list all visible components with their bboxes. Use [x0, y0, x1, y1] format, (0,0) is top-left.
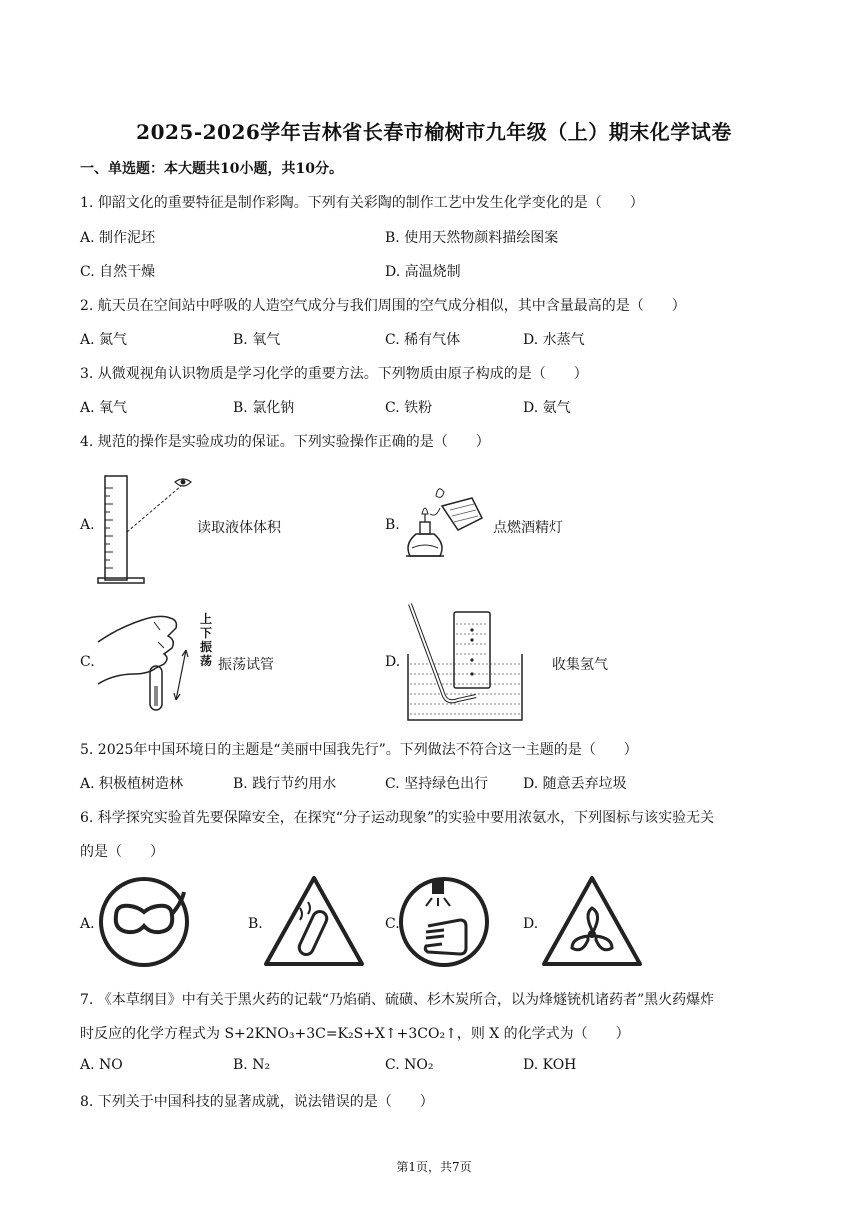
question-5-text: 5. 2025年中国环境日的主题是“美丽中国我先行”。下列做法不符合这一主题的是（ ） [80, 742, 638, 758]
q3-option-b[interactable]: B. 氯化钠 [233, 400, 295, 416]
q2-option-a[interactable]: A. 氮气 [80, 332, 128, 348]
q1-option-b[interactable]: B. 使用天然物颜料描绘图案 [385, 230, 559, 246]
question-8-text: 8. 下列关于中国科技的显著成就，说法错误的是（ ） [80, 1094, 434, 1110]
q1-option-c[interactable]: C. 自然干燥 [80, 264, 156, 280]
q6-option-c-letter[interactable]: C. [385, 916, 400, 932]
question-3-text: 3. 从微观视角认识物质是学习化学的重要方法。下列物质由原子构成的是（ ） [80, 366, 588, 382]
q6-option-b-letter[interactable]: B. [248, 916, 263, 932]
section-heading: 一、单选题：本大题共10小题，共10分。 [80, 161, 343, 177]
q2-option-b[interactable]: B. 氧气 [233, 332, 281, 348]
q1-option-d[interactable]: D. 高温烧制 [385, 264, 461, 280]
q5-option-d[interactable]: D. 随意丢弃垃圾 [523, 776, 627, 792]
hot-object-warning-icon [262, 874, 366, 968]
q7-option-a[interactable]: A. NO [80, 1057, 123, 1073]
question-4-text: 4. 规范的操作是实验成功的保证。下列实验操作正确的是（ ） [80, 434, 490, 450]
page-title: 2025-2026学年吉林省长春市榆树市九年级（上）期末化学试卷 [136, 120, 732, 144]
q5-option-a[interactable]: A. 积极植树造林 [80, 776, 184, 792]
q5-option-c[interactable]: C. 坚持绿色出行 [385, 776, 489, 792]
question-6-text-line2: 的是（ ） [80, 844, 164, 860]
gas-collection-icon [400, 600, 530, 724]
q6-option-a-letter[interactable]: A. [80, 916, 95, 932]
q4-option-a-caption: 读取液体体积 [197, 520, 281, 536]
q7-option-b[interactable]: B. N₂ [233, 1057, 271, 1073]
question-6-text-line1: 6. 科学探究实验首先要保障安全，在探究“分子运动现象”的实验中要用浓氨水，下列图标与该实验无关 [80, 810, 715, 826]
q4-option-d-caption: 收集氢气 [552, 657, 608, 673]
q3-option-c[interactable]: C. 铁粉 [385, 400, 433, 416]
q4-option-d-letter[interactable]: D. [385, 654, 401, 670]
wash-hands-icon [398, 876, 490, 968]
shake-direction-label: 上下振荡 [200, 612, 213, 668]
q7-option-c[interactable]: C. NO₂ [385, 1057, 434, 1073]
alcohol-lamp-icon [400, 478, 490, 570]
q2-option-c[interactable]: C. 稀有气体 [385, 332, 461, 348]
q4-option-b-letter[interactable]: B. [385, 517, 400, 533]
graduated-cylinder-icon [95, 468, 205, 588]
page-number: 第1页，共7页 [396, 1160, 472, 1174]
ventilation-fan-icon [540, 874, 644, 968]
q4-option-c-letter[interactable]: C. [80, 654, 95, 670]
q4-option-c-caption: 振荡试管 [218, 657, 274, 673]
q7-option-d[interactable]: D. KOH [523, 1057, 577, 1073]
question-1-text: 1. 仰韶文化的重要特征是制作彩陶。下列有关彩陶的制作工艺中发生化学变化的是（ ） [80, 195, 644, 211]
q3-option-d[interactable]: D. 氨气 [523, 400, 571, 416]
question-2-text: 2. 航天员在空间站中呼吸的人造空气成分与我们周围的空气成分相似，其中含量最高的是（ ） [80, 298, 686, 314]
q4-option-a-letter[interactable]: A. [80, 517, 95, 533]
q1-option-a[interactable]: A. 制作泥坯 [80, 230, 156, 246]
question-7-text-line1: 7. 《本草纲目》中有关于黑火药的记载“乃焰硝、硫磺、杉木炭所合，以为烽燧铳机诸药者”黑火药爆炸 [80, 992, 715, 1008]
goggles-icon [98, 876, 190, 968]
question-7-text-line2: 时反应的化学方程式为 S+2KNO₃+3C=K₂S+X↑+3CO₂↑，则 X 的化学式为（ ） [80, 1026, 630, 1042]
q4-option-b-caption: 点燃酒精灯 [493, 520, 563, 536]
q6-option-d-letter[interactable]: D. [523, 916, 539, 932]
q3-option-a[interactable]: A. 氧气 [80, 400, 128, 416]
q5-option-b[interactable]: B. 践行节约用水 [233, 776, 337, 792]
q2-option-d[interactable]: D. 水蒸气 [523, 332, 585, 348]
